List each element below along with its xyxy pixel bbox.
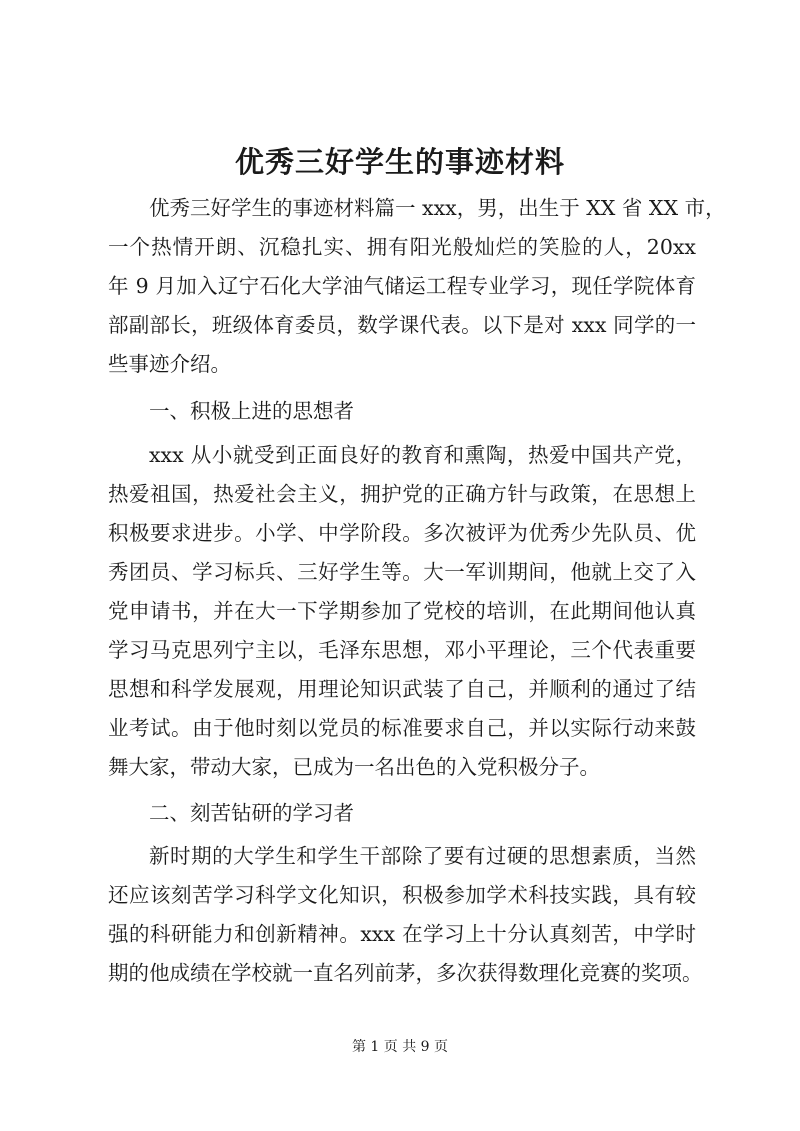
paragraph-line: 党申请书，并在大一下学期参加了党校的培训，在此期间他认真	[108, 599, 696, 623]
paragraph-line: 舞大家，带动大家，已成为一名出色的入党积极分子。	[108, 755, 600, 779]
paragraph-line: xxx 从小就受到正面良好的教育和熏陶，热爱中国共产党，	[149, 443, 696, 467]
paragraph-line: 些事迹介绍。	[108, 352, 231, 376]
paragraph-line: 热爱祖国，热爱社会主义，拥护党的正确方针与政策，在思想上	[108, 482, 696, 506]
paragraph-line: 优秀三好学生的事迹材料篇一 xxx，男，出生于 XX 省 XX 市，	[149, 196, 726, 220]
section-heading: 一、积极上进的思想者	[149, 399, 354, 423]
paragraph-line: 强的科研能力和创新精神。xxx 在学习上十分认真刻苦，中学时	[108, 922, 696, 946]
paragraph-line: 年 9 月加入辽宁石化大学油气储运工程专业学习，现任学院体育	[108, 274, 696, 298]
paragraph-line: 新时期的大学生和学生干部除了要有过硬的思想素质，当然	[149, 844, 696, 868]
paragraph-line: 还应该刻苦学习科学文化知识，积极参加学术科技实践，具有较	[108, 883, 696, 907]
page-footer: 第 1 页 共 9 页	[351, 1039, 449, 1055]
paragraph-line: 积极要求进步。小学、中学阶段。多次被评为优秀少先队员、优	[108, 521, 696, 545]
paragraph-line: 业考试。由于他时刻以党员的标准要求自己，并以实际行动来鼓	[108, 716, 696, 740]
paragraph-line: 学习马克思列宁主以，毛泽东思想，邓小平理论，三个代表重要	[108, 638, 696, 662]
document-title: 优秀三好学生的事迹材料	[234, 145, 565, 179]
paragraph-line: 期的他成绩在学校就一直名列前茅，多次获得数理化竞赛的奖项。	[108, 961, 703, 985]
paragraph-line: 思想和科学发展观，用理论知识武装了自己，并顺利的通过了结	[108, 677, 696, 701]
paragraph-line: 一个热情开朗、沉稳扎实、拥有阳光般灿烂的笑脸的人，20xx	[108, 235, 696, 259]
paragraph-line: 秀团员、学习标兵、三好学生等。大一军训期间，他就上交了入	[108, 560, 696, 584]
paragraph-line: 部副部长，班级体育委员，数学课代表。以下是对 xxx 同学的一	[108, 313, 696, 337]
section-heading: 二、刻苦钻研的学习者	[149, 801, 354, 825]
